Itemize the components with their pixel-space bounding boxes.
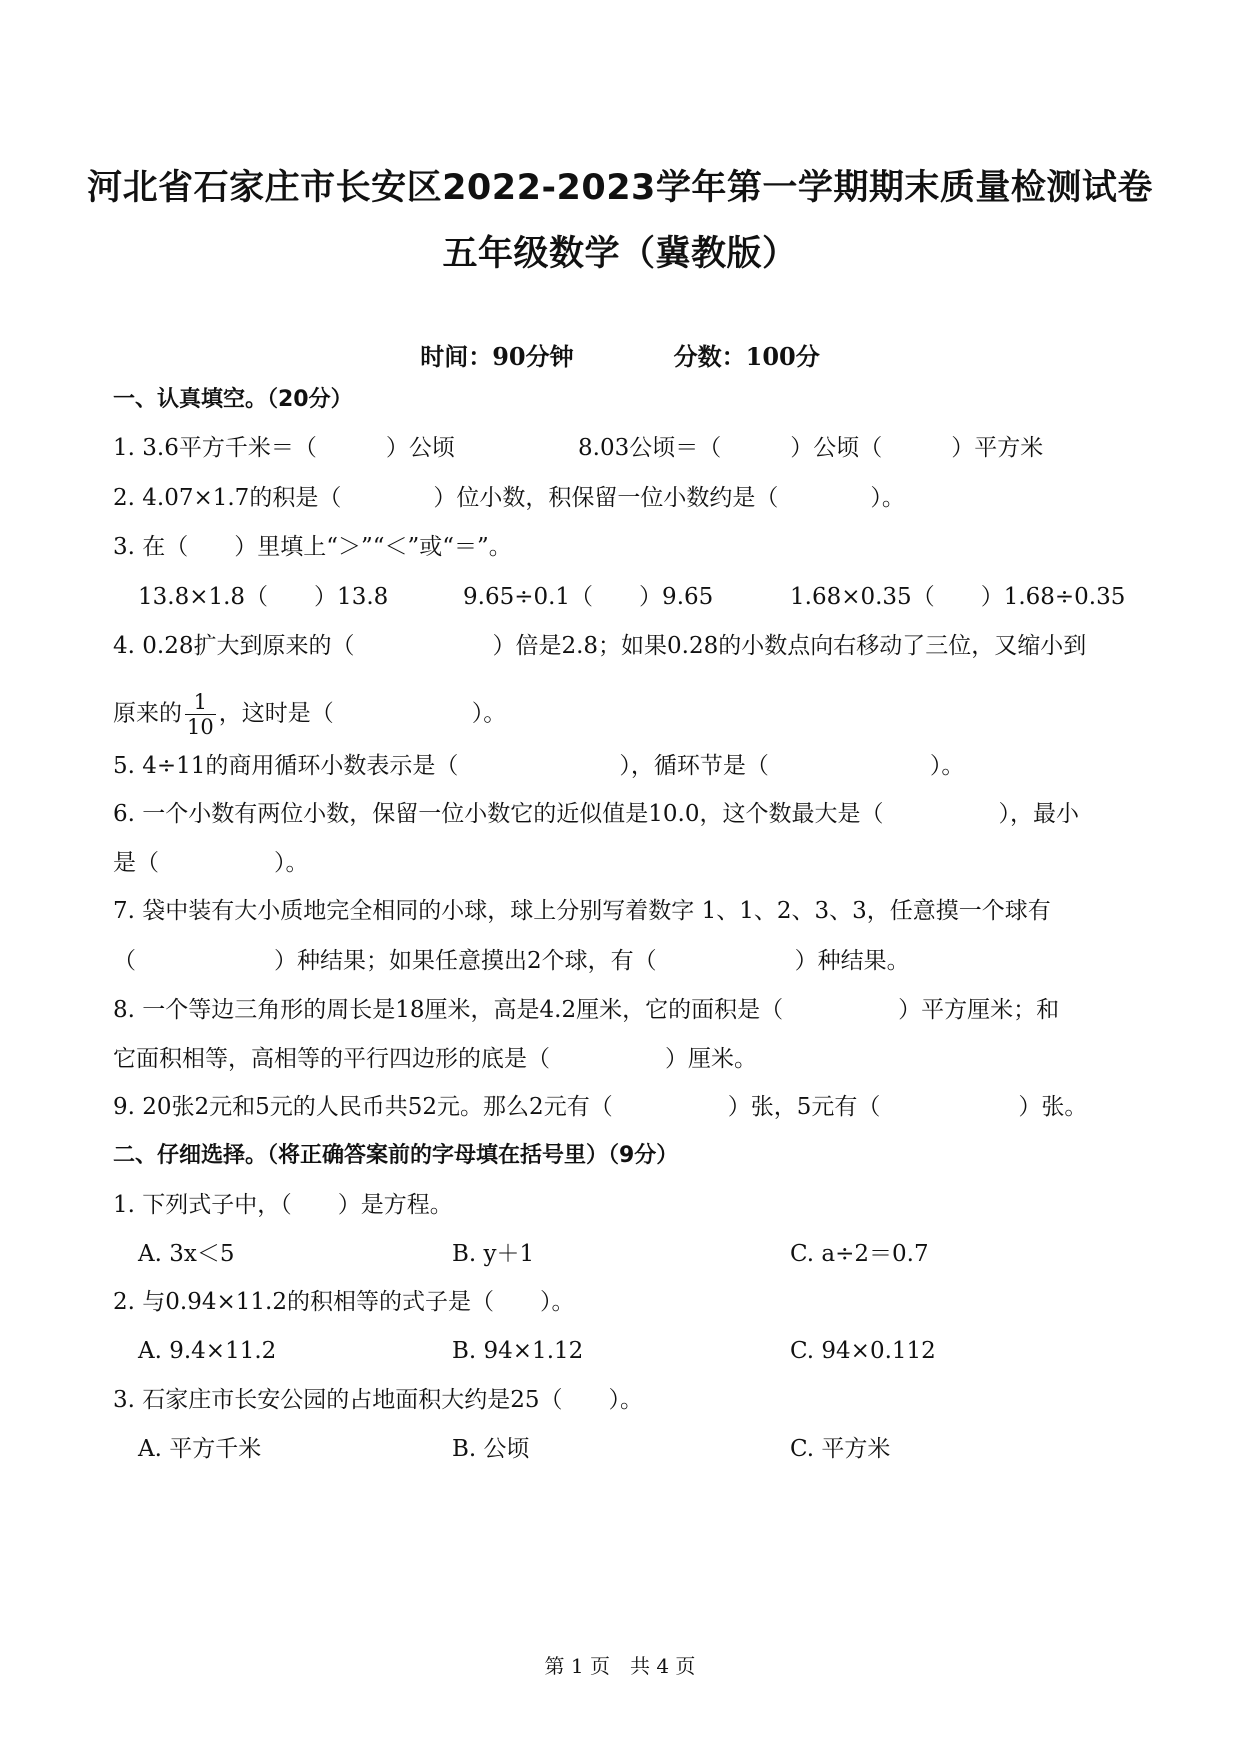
question-6-line-2: 是（ ）。 <box>113 850 309 876</box>
time-limit: 时间：90分钟 <box>420 342 574 371</box>
question-7-line-2: （ ）种结果；如果任意摸出2个球，有（ ）种结果。 <box>113 948 910 974</box>
section1-heading: 一、认真填空。（20分） <box>113 387 353 412</box>
exam-title: 河北省石家庄市长安区2022-2023学年第一学期期末质量检测试卷 <box>87 168 1153 208</box>
question-1-part-a: 1. 3.6平方千米＝（ ）公顷 <box>113 435 455 461</box>
fraction-one-tenth <box>185 690 216 739</box>
choice-1-option-b: B. y＋1 <box>452 1241 535 1267</box>
question-3-item-a: 13.8×1.8（ ）13.8 <box>138 584 389 610</box>
exam-subtitle: 五年级数学（冀教版） <box>442 234 798 274</box>
question-3: 3. 在（ ）里填上“＞”“＜”或“＝”。 <box>113 534 512 560</box>
question-4-line-1: 4. 0.28扩大到原来的（ ）倍是2.8；如果0.28的小数点向右移动了三位，又缩小到 <box>113 633 1087 659</box>
choice-question-1: 1. 下列式子中，（ ）是方程。 <box>113 1192 453 1218</box>
fraction-numerator: 1 <box>185 690 216 715</box>
choice-1-option-a: A. 3x＜5 <box>138 1241 235 1267</box>
question-2: 2. 4.07×1.7的积是（ ）位小数，积保留一位小数约是（ ）。 <box>113 485 905 511</box>
question-8-line-1: 8. 一个等边三角形的周长是18厘米，高是4.2厘米，它的面积是（ ）平方厘米；和 <box>113 997 1060 1023</box>
choice-3-option-c: C. 平方米 <box>790 1436 891 1462</box>
question-4-suffix: ，这时是（ ）。 <box>218 700 507 727</box>
section2-heading: 二、仔细选择。（将正确答案前的字母填在括号里）（9分） <box>113 1143 679 1168</box>
question-4-line-2 <box>113 690 506 739</box>
question-3-item-c: 1.68×0.35（ ）1.68÷0.35 <box>790 584 1126 610</box>
fraction-denominator: 10 <box>187 715 214 739</box>
question-8-line-2: 它面积相等，高相等的平行四边形的底是（ ）厘米。 <box>113 1046 757 1072</box>
choice-2-option-c: C. 94×0.112 <box>790 1338 936 1364</box>
choice-1-option-c: C. a÷2＝0.7 <box>790 1241 929 1267</box>
choice-2-option-a: A. 9.4×11.2 <box>138 1338 277 1364</box>
question-1-part-b: 8.03公顷＝（ ）公顷（ ）平方米 <box>578 435 1044 461</box>
total-score: 分数：100分 <box>673 342 820 371</box>
question-6-line-1: 6. 一个小数有两位小数，保留一位小数它的近似值是10.0，这个数最大是（ ），最小 <box>113 801 1079 827</box>
choice-question-3: 3. 石家庄市长安公园的占地面积大约是25（ ）。 <box>113 1387 644 1413</box>
choice-question-2: 2. 与0.94×11.2的积相等的式子是（ ）。 <box>113 1289 575 1315</box>
choice-3-option-b: B. 公顷 <box>452 1436 530 1462</box>
question-4-prefix: 原来的 <box>113 700 182 727</box>
page-number: 第 1 页 共 4 页 <box>544 1654 696 1678</box>
choice-3-option-a: A. 平方千米 <box>138 1436 262 1462</box>
question-5: 5. 4÷11的商用循环小数表示是（ ），循环节是（ ）。 <box>113 753 965 779</box>
question-7-line-1: 7. 袋中装有大小质地完全相同的小球，球上分别写着数字 1、1、2、3、3，任意摸一个球有 <box>113 898 1051 924</box>
exam-meta <box>0 337 1240 372</box>
choice-2-option-b: B. 94×1.12 <box>452 1338 584 1364</box>
question-9: 9. 20张2元和5元的人民币共52元。那么2元有（ ）张，5元有（ ）张。 <box>113 1094 1088 1120</box>
question-3-item-b: 9.65÷0.1（ ）9.65 <box>463 584 714 610</box>
